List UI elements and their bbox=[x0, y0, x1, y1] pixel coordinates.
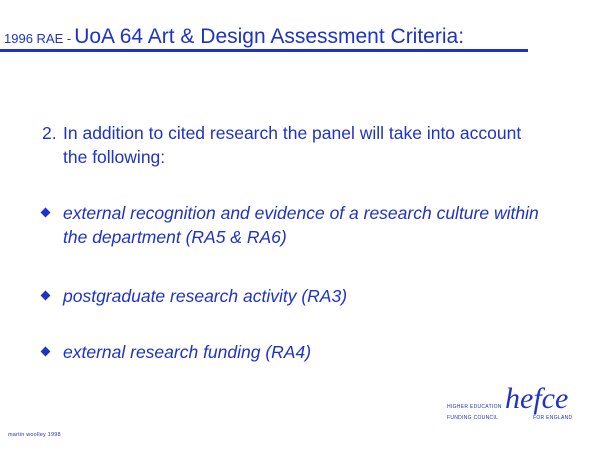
logo-wordmark: hefce bbox=[505, 382, 569, 415]
bullet-text: postgraduate research activity (RA3) bbox=[63, 286, 348, 306]
bullet-item-external-recognition bbox=[39, 201, 559, 249]
logo-line-top: HIGHER EDUCATION bbox=[447, 404, 502, 410]
title-underline bbox=[0, 49, 528, 52]
logo-line-bottom-right: FOR ENGLAND bbox=[533, 415, 573, 421]
bullet-item-postgraduate-activity bbox=[39, 284, 559, 308]
bullet-item-research-funding bbox=[39, 340, 559, 364]
title-text: UoA 64 Art & Design Assessment Criteria: bbox=[74, 25, 465, 48]
logo-line-bottom-left: FUNDING COUNCIL bbox=[447, 415, 499, 421]
bullet-text: external recognition and evidence of a research culture within the department (RA5 & RA6) bbox=[63, 203, 539, 247]
intro-text: In addition to cited research the panel will take into account the following: bbox=[63, 123, 522, 167]
bullet-text: external research funding (RA4) bbox=[63, 342, 312, 362]
slide-title bbox=[4, 26, 464, 47]
hefce-logo bbox=[447, 384, 577, 432]
footer-credit: martin woolley 1998 bbox=[8, 432, 61, 438]
title-prefix: 1996 RAE - bbox=[4, 31, 72, 46]
intro-paragraph bbox=[42, 121, 542, 169]
intro-number: 2. bbox=[42, 123, 57, 143]
